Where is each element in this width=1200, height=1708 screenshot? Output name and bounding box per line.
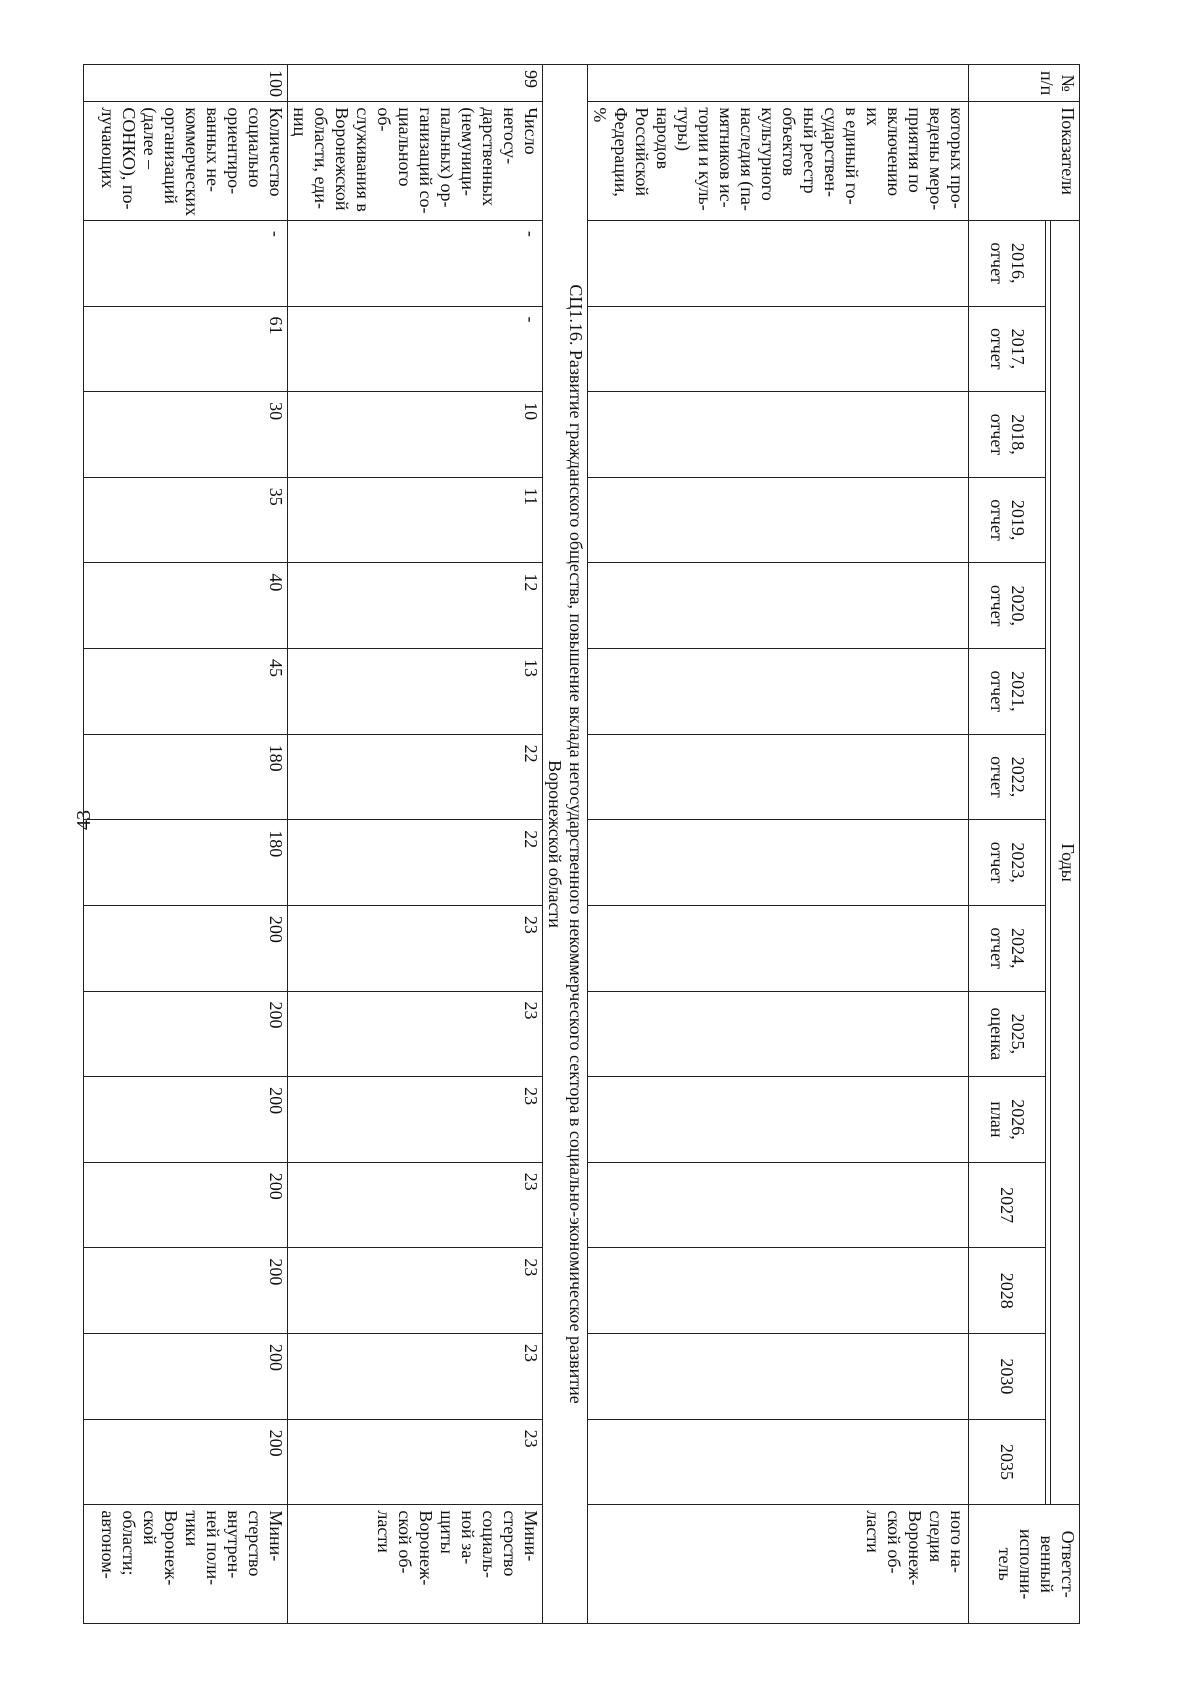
row-indicator: которых про- ведены меро- приятия по включению их в единый го- сударствен- ный реестр объектов культурного наследия (па- мятников ис- тории и куль- туры) народов Российской Федерации, % [588,102,969,221]
year-2018: 2018, отчет [969,392,1046,478]
value-cell: 35 [84,477,288,563]
value-cell: 23 [288,1419,543,1505]
value-cell: 10 [288,392,543,478]
year-2019: 2019, отчет [969,477,1046,563]
value-cell: 200 [84,1077,288,1163]
year-2020: 2020, отчет [969,563,1046,649]
value-cell [588,649,969,735]
value-cell: 13 [288,649,543,735]
value-cell: 22 [288,820,543,906]
value-cell: - [288,220,543,306]
value-cell: 61 [84,306,288,392]
value-cell: 23 [288,905,543,991]
value-cell [588,820,969,906]
year-2025: 2025, оценка [969,991,1046,1077]
value-cell [588,1334,969,1420]
year-2027: 2027 [969,1162,1046,1248]
value-cell: 180 [84,820,288,906]
value-cell: 30 [84,392,288,478]
year-2028: 2028 [969,1248,1046,1334]
year-2016: 2016, отчет [969,220,1046,306]
value-cell: 45 [84,649,288,735]
value-cell [588,734,969,820]
value-cell: 23 [288,1162,543,1248]
row-responsible: Мини- стерство внутрен- ней поли- тики Воронеж- ской области; автоном- [84,1505,288,1624]
value-cell: 200 [84,1162,288,1248]
table-row [588,65,969,1624]
header-years-spacer [1046,220,1051,1504]
year-2021: 2021, отчет [969,649,1046,735]
value-cell: 200 [84,1334,288,1420]
header-indicator: Показатели [969,102,1080,221]
year-2017: 2017, отчет [969,306,1046,392]
year-2024: 2024, отчет [969,905,1046,991]
section-heading: СЦ1.16. Развитие гражданского общества, повышение вклада негосударственного некоммерческого сектора в социально-экономическое развитие Воронежской области [543,65,588,1624]
value-cell [588,306,969,392]
value-cell: 12 [288,563,543,649]
year-2030: 2030 [969,1334,1046,1420]
value-cell: 180 [84,734,288,820]
table-row [288,65,543,1624]
row-num [588,65,969,102]
value-cell [588,220,969,306]
page-number: 43 [73,810,95,830]
value-cell [588,1077,969,1163]
value-cell: 200 [84,1419,288,1505]
year-2035: 2035 [969,1419,1046,1505]
indicators-table [83,64,1080,1624]
table-row [84,65,288,1624]
value-cell: - [84,220,288,306]
value-cell [588,477,969,563]
year-2022: 2022, отчет [969,734,1046,820]
value-cell: 23 [288,1077,543,1163]
row-indicator: Количество социально ориентиро- ванных не- коммерческих организаций (далее – СОНКО), по- лучающих [84,102,288,221]
value-cell: 11 [288,477,543,563]
value-cell [588,991,969,1077]
value-cell: 200 [84,1248,288,1334]
value-cell [588,905,969,991]
value-cell: - [288,306,543,392]
value-cell: 23 [288,991,543,1077]
row-num: 100 [84,65,288,102]
row-responsible: Мини- стерство социаль- ной за- щиты Воронеж- ской об- ласти [288,1505,543,1624]
value-cell [588,563,969,649]
value-cell [588,1419,969,1505]
rotated-table-wrapper [98,64,1080,1624]
value-cell: 23 [288,1248,543,1334]
value-cell: 23 [288,1334,543,1420]
year-2023: 2023, отчет [969,820,1046,906]
row-indicator: Число негосу- дарственных (немуници- пальных) ор- ганизаций со- циального об- служивания в Воронежской области, еди- ниц [288,102,543,221]
header-responsible: Ответст- венный исполни- тель [969,1505,1080,1624]
value-cell: 40 [84,563,288,649]
row-num: 99 [288,65,543,102]
value-cell: 200 [84,905,288,991]
value-cell: 22 [288,734,543,820]
value-cell [588,1162,969,1248]
value-cell [588,392,969,478]
row-responsible: ного на- следия Воронеж- ской об- ласти [588,1505,969,1624]
year-2026: 2026, план [969,1077,1046,1163]
header-num: № п/п [969,65,1080,102]
header-years: Годы [1051,220,1080,1504]
value-cell: 200 [84,991,288,1077]
value-cell [588,1248,969,1334]
